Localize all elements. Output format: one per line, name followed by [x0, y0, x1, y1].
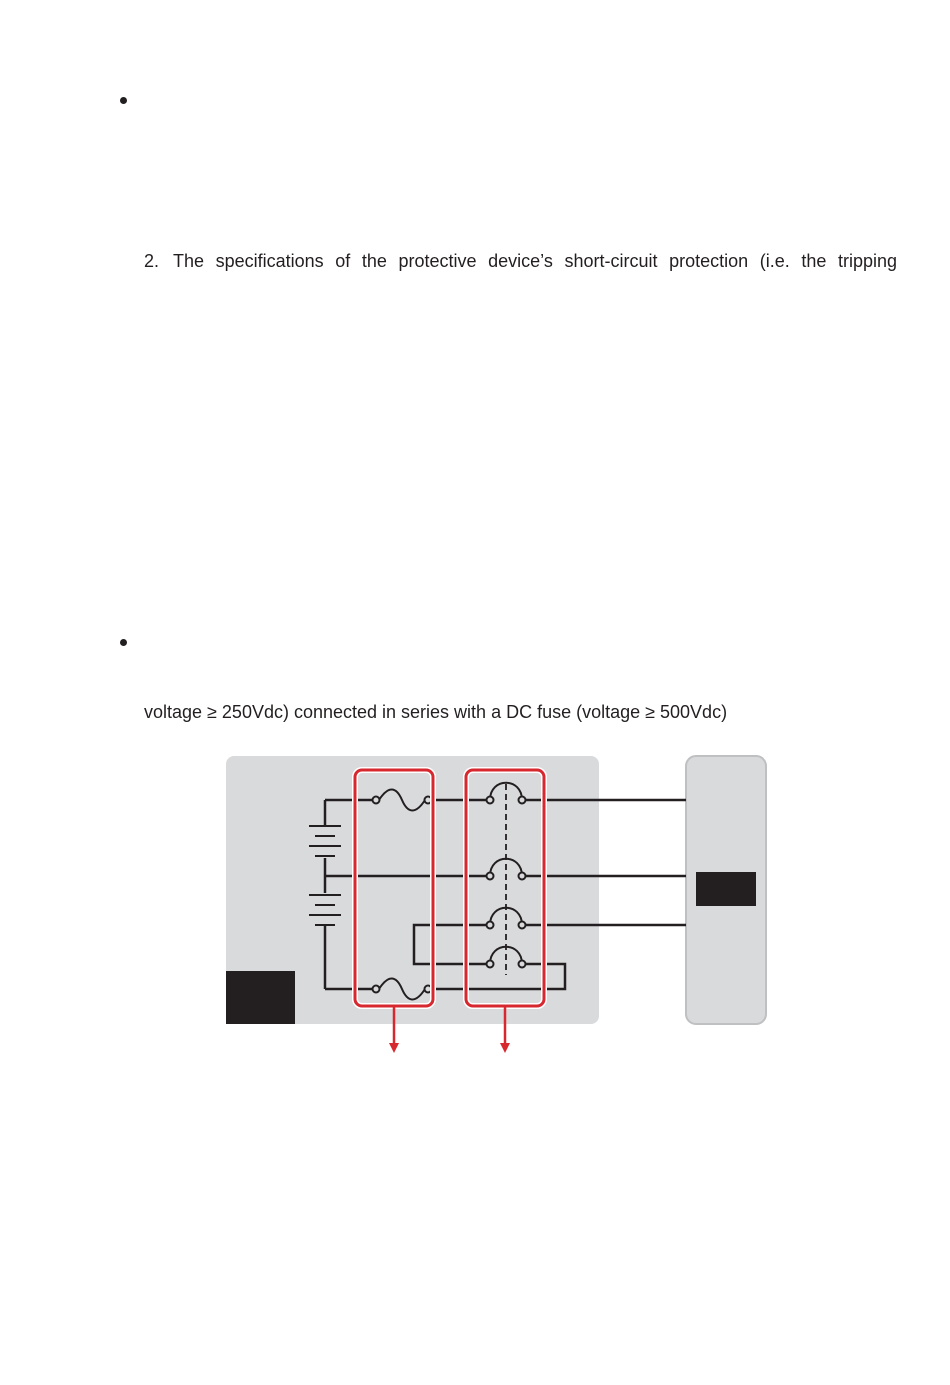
- label-block-left: [226, 971, 295, 1024]
- list-item-number: 2.: [144, 251, 160, 271]
- voltage-requirement-text: voltage ≥ 250Vdc) connected in series with a DC fuse (voltage ≥ 500Vdc): [144, 702, 728, 722]
- list-item-text: The specifications of the protective device’s short-circuit protection (i.e. the tripping: [173, 251, 897, 271]
- label-block-right: [696, 872, 756, 906]
